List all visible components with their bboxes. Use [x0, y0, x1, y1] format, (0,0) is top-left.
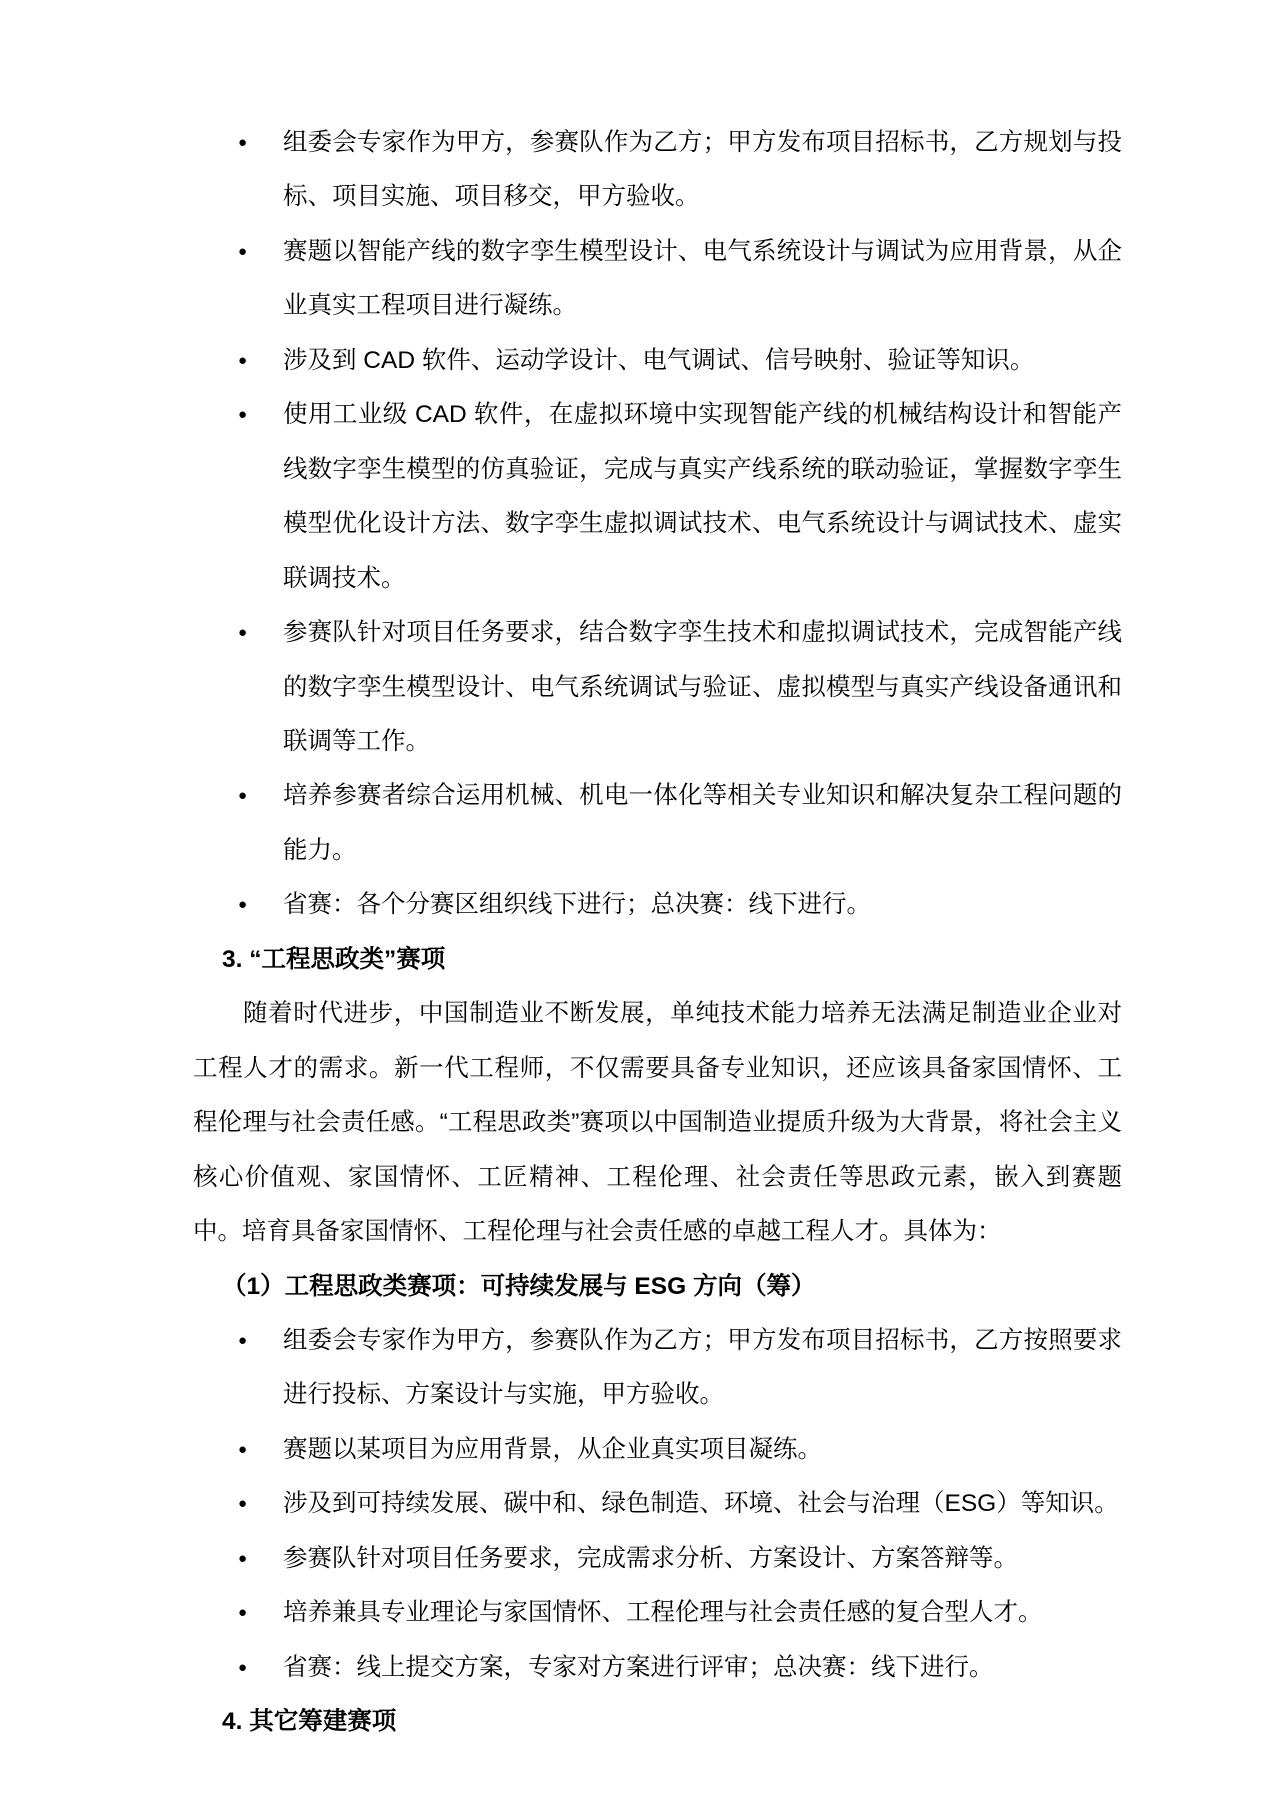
bullet-text: 培养参赛者综合运用机械、机电一体化等相关专业知识和解决复杂工程问题的能力。 [283, 782, 1122, 864]
section-heading-ideology: 3. “工程思政类”赛项 [222, 945, 446, 973]
bullet-text: 涉及到 CAD 软件、运动学设计、电气调试、信号映射、验证等知识。 [283, 346, 1035, 374]
list-item [193, 334, 1122, 388]
bullet-icon: ● [238, 624, 248, 642]
list-item [193, 116, 1122, 225]
bullet-icon: ● [238, 1440, 248, 1458]
bullet-list-digital-twin [193, 116, 1122, 933]
bullet-icon: ● [238, 134, 248, 151]
bullet-icon: ● [238, 896, 248, 914]
bullet-icon: ● [238, 1549, 248, 1567]
bullet-icon: ● [238, 1495, 248, 1513]
list-item [193, 388, 1122, 606]
bullet-text: 组委会专家作为甲方，参赛队作为乙方；甲方发布项目招标书，乙方规划与投标、项目实施、项目移交，甲方验收。 [283, 129, 1122, 211]
bullet-icon: ● [238, 787, 248, 805]
list-item [193, 1641, 1122, 1695]
list-item [193, 1423, 1122, 1477]
bullet-text: 省赛：各个分赛区组织线下进行；总决赛：线下进行。 [283, 891, 871, 919]
sub-heading-esg: （1）工程思政类赛项：可持续发展与 ESG 方向（筹） [222, 1272, 816, 1300]
intro-paragraph: 随着时代进步，中国制造业不断发展，单纯技术能力培养无法满足制造业企业对工程人才的需求。新一代工程师，不仅需要具备专业知识，还应该具备家国情怀、工程伦理与社会责任感。“工程思政类”赛项以中国制造业提质升级为大背景，将社会主义核心价值观、家国情怀、工匠精神、工程伦理、社会责任等思政元素，嵌入到赛题中。培育具备家国情怀、工程伦理与社会责任感的卓越工程人才。具体为： [193, 1000, 1122, 1246]
bullet-text: 参赛队针对项目任务要求，完成需求分析、方案设计、方案答辩等。 [283, 1544, 1018, 1572]
bullet-text: 培养兼具专业理论与家国情怀、工程伦理与社会责任感的复合型人才。 [283, 1599, 1043, 1627]
list-item [193, 769, 1122, 878]
bullet-icon: ● [238, 242, 248, 260]
bullet-icon: ● [238, 1331, 248, 1349]
bullet-text: 使用工业级 CAD 软件，在虚拟环境中实现智能产线的机械结构设计和智能产线数字孪生模型的仿真验证，完成与真实产线系统的联动验证，掌握数字孪生模型优化设计方法、数字孪生虚拟调试技术、电气系统设计与调试技术、虚实联调技术。 [283, 401, 1122, 592]
bullet-text: 组委会专家作为甲方，参赛队作为乙方；甲方发布项目招标书，乙方按照要求进行投标、方案设计与实施，甲方验收。 [283, 1326, 1122, 1409]
bullet-text: 赛题以智能产线的数字孪生模型设计、电气系统设计与调试为应用背景，从企业真实工程项目进行凝练。 [283, 237, 1122, 320]
bullet-icon: ● [238, 1658, 248, 1676]
bullet-icon: ● [238, 351, 248, 369]
section-heading-other: 4. 其它筹建赛项 [222, 1708, 397, 1736]
bullet-icon: ● [238, 1604, 248, 1622]
bullet-text: 省赛：线上提交方案，专家对方案进行评审；总决赛：线下进行。 [283, 1653, 994, 1681]
bullet-text: 赛题以某项目为应用背景，从企业真实项目凝练。 [283, 1435, 822, 1463]
list-item [193, 1532, 1122, 1586]
list-item [193, 225, 1122, 334]
list-item [193, 1314, 1122, 1423]
bullet-icon: ● [238, 406, 248, 424]
list-item [193, 1477, 1122, 1531]
bullet-text: 涉及到可持续发展、碳中和、绿色制造、环境、社会与治理（ESG）等知识。 [283, 1490, 1119, 1518]
list-item [193, 878, 1122, 932]
list-item [193, 1586, 1122, 1640]
bullet-text: 参赛队针对项目任务要求，结合数字孪生技术和虚拟调试技术，完成智能产线的数字孪生模型设计、电气系统调试与验证、虚拟模型与真实产线设备通讯和联调等工作。 [283, 619, 1122, 755]
bullet-list-esg [193, 1314, 1122, 1695]
list-item [193, 606, 1122, 769]
